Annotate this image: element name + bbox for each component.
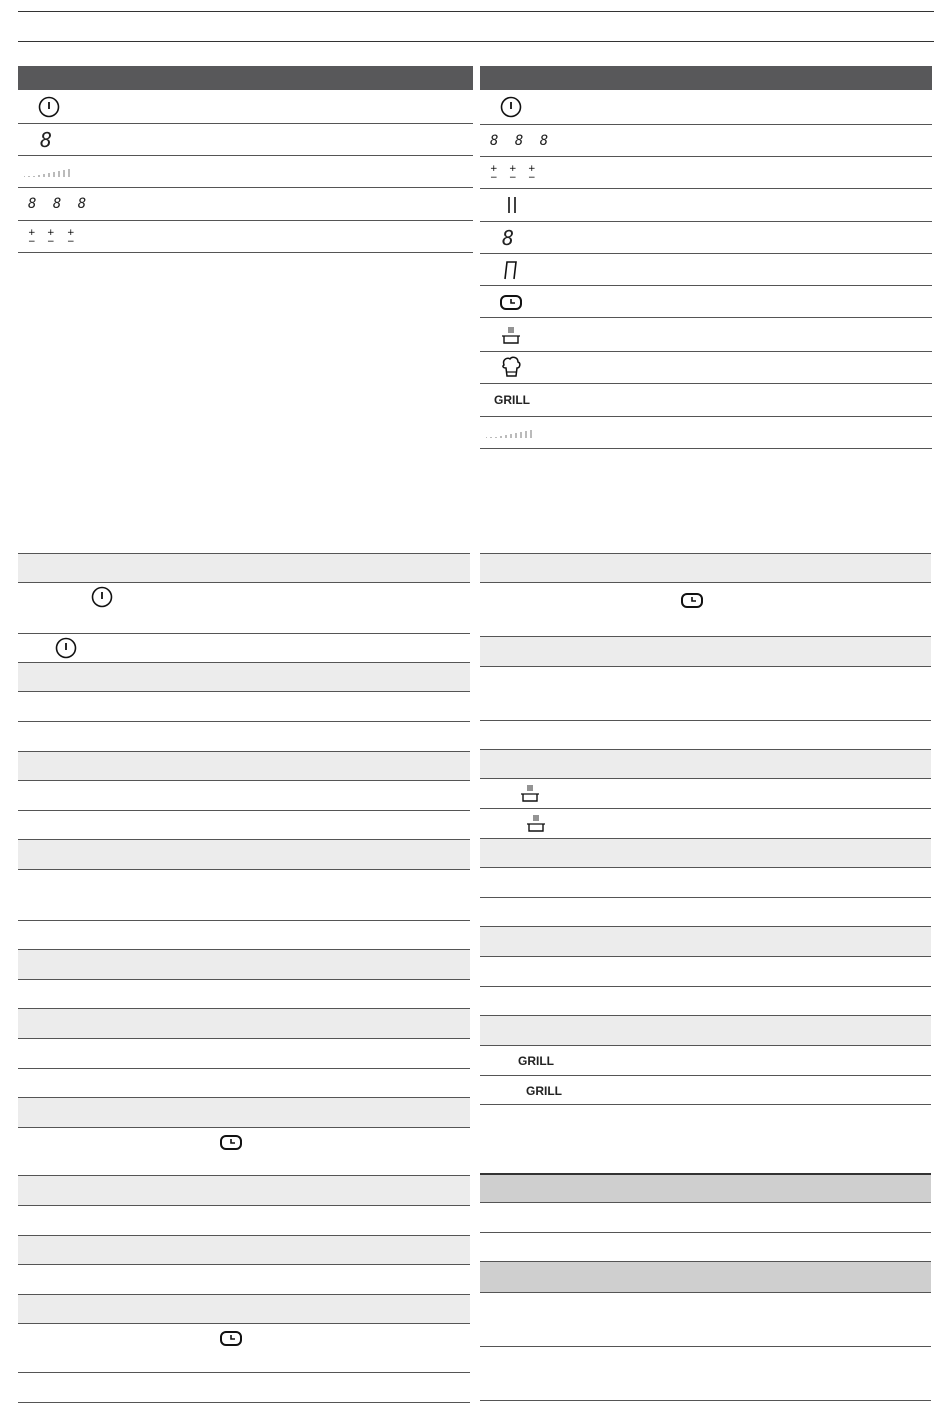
right-table-row xyxy=(480,927,931,957)
left-table-row xyxy=(18,692,470,722)
right-panel xyxy=(480,66,932,449)
timer-icon xyxy=(220,1329,242,1347)
right-table-row xyxy=(480,779,931,809)
left-table-row xyxy=(18,1176,470,1206)
right-table-row xyxy=(480,839,931,868)
power-icon xyxy=(38,96,60,118)
left-table-row xyxy=(18,553,470,583)
right-row-pause xyxy=(480,189,932,222)
left-row-plusminus xyxy=(18,221,473,253)
right-row-power xyxy=(480,90,932,125)
left-table-row xyxy=(18,921,470,950)
timer-icon xyxy=(500,293,522,311)
left-table-row xyxy=(18,634,470,663)
grill-label: GRILL xyxy=(526,1084,562,1098)
right-row-pot xyxy=(480,318,932,352)
right-table-row xyxy=(480,809,931,839)
right-table-row xyxy=(480,987,931,1016)
left-table-row xyxy=(18,811,470,840)
pause-icon xyxy=(504,195,520,215)
right-table-row xyxy=(480,553,931,583)
right-bottom-table xyxy=(480,1173,931,1401)
right-table-row xyxy=(480,667,931,721)
n-segment-icon xyxy=(502,259,518,281)
left-row-digit xyxy=(18,124,473,156)
level-bar-icon xyxy=(486,427,542,439)
grill-label: GRILL xyxy=(494,393,530,407)
right-row-plusminus xyxy=(480,157,932,189)
left-table-row xyxy=(18,1069,470,1098)
right-bottom-row xyxy=(480,1262,931,1293)
left-table-row xyxy=(18,1039,470,1069)
pot-icon xyxy=(526,813,546,833)
left-table-row xyxy=(18,1373,470,1403)
right-table-row xyxy=(480,583,931,637)
right-row-level xyxy=(480,417,932,449)
right-bottom-row xyxy=(480,1173,931,1203)
right-table-row xyxy=(480,637,931,667)
timer-icon xyxy=(681,591,703,609)
left-panel xyxy=(18,66,473,253)
left-table-row xyxy=(18,1009,470,1039)
right-table-row xyxy=(480,1016,931,1046)
left-table-row xyxy=(18,1236,470,1265)
left-table-row xyxy=(18,950,470,980)
left-table-row xyxy=(18,870,470,921)
chef-hat-icon xyxy=(500,356,522,380)
right-table-row xyxy=(480,957,931,987)
right-row-timer xyxy=(480,286,932,318)
left-table-row xyxy=(18,663,470,692)
right-row-digit xyxy=(480,222,932,254)
right-bottom-row xyxy=(480,1347,931,1401)
top-rule-2 xyxy=(18,41,934,42)
left-table-row xyxy=(18,781,470,811)
left-row-level xyxy=(18,156,473,188)
right-table-row xyxy=(480,750,931,779)
right-bottom-row xyxy=(480,1233,931,1262)
left-table-row xyxy=(18,1295,470,1324)
left-table-row xyxy=(18,1324,470,1373)
level-bar-icon xyxy=(24,166,80,178)
top-rule-1 xyxy=(18,11,934,12)
right-row-n xyxy=(480,254,932,286)
left-table-row xyxy=(18,752,470,781)
pot-icon xyxy=(501,325,521,345)
left-table-row xyxy=(18,1098,470,1128)
right-table-row xyxy=(480,1046,931,1076)
left-table-row xyxy=(18,1206,470,1236)
right-table-row xyxy=(480,868,931,898)
power-icon xyxy=(55,637,77,659)
left-table-row xyxy=(18,980,470,1009)
three-digit-display-icon: 8 8 8 xyxy=(28,196,91,212)
seven-segment-digit-icon: 8 xyxy=(40,127,53,152)
plus-minus-icon xyxy=(28,227,88,247)
right-row-grill xyxy=(480,384,932,417)
left-table-row xyxy=(18,583,470,634)
left-table-row xyxy=(18,722,470,752)
power-icon xyxy=(91,586,113,608)
left-row-power xyxy=(18,90,473,124)
plus-minus-icon xyxy=(490,163,550,183)
right-table xyxy=(480,553,931,1105)
three-digit-display-icon: 8 8 8 xyxy=(490,132,553,149)
seven-segment-digit-icon: 8 xyxy=(502,225,515,250)
right-table-row xyxy=(480,898,931,927)
right-row-chef xyxy=(480,352,932,384)
left-panel-header xyxy=(18,66,473,90)
right-table-row xyxy=(480,1076,931,1105)
right-row-digits xyxy=(480,125,932,157)
right-panel-header xyxy=(480,66,932,90)
left-row-digits xyxy=(18,188,473,221)
right-bottom-row xyxy=(480,1293,931,1347)
left-table xyxy=(18,553,470,1403)
left-table-row xyxy=(18,1128,470,1176)
power-icon xyxy=(500,96,522,118)
left-table-row xyxy=(18,840,470,870)
grill-label: GRILL xyxy=(518,1054,554,1068)
pot-icon xyxy=(520,783,540,803)
timer-icon xyxy=(220,1133,242,1151)
left-table-row xyxy=(18,1265,470,1295)
right-table-row xyxy=(480,721,931,750)
right-bottom-row xyxy=(480,1203,931,1233)
